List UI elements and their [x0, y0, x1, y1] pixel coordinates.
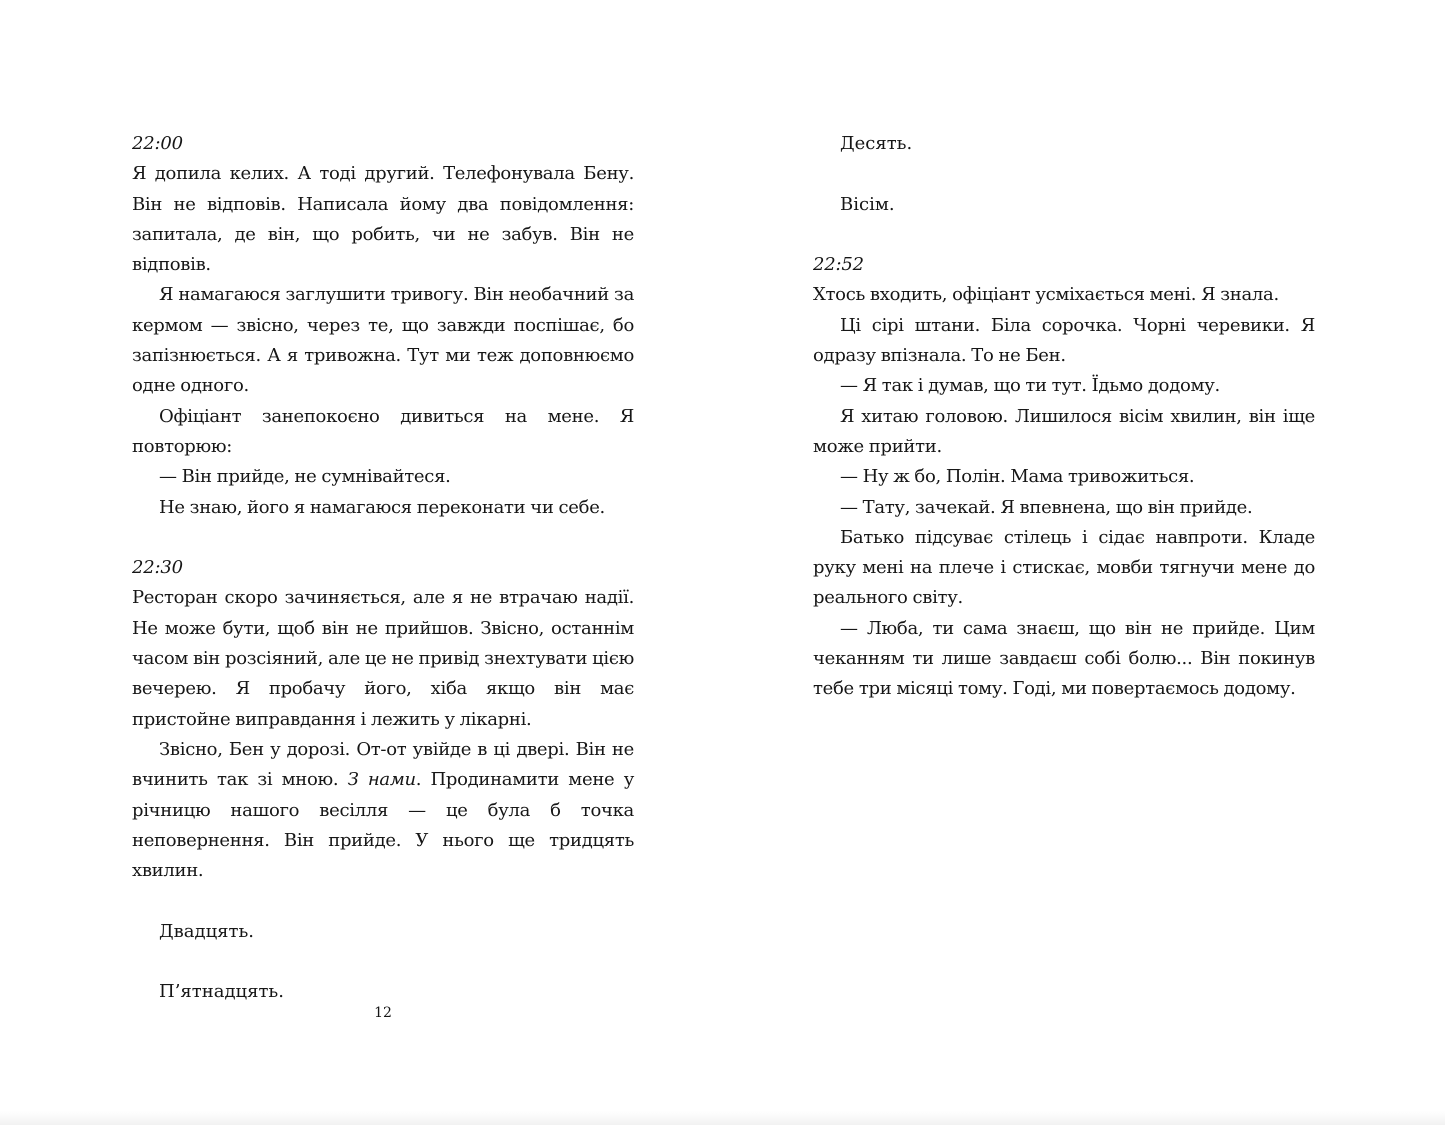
paragraph-text: Звісно, Бен у дорозі. От-от увійде в ці двері. Він не вчинить так зі мною.	[132, 738, 634, 791]
countdown-line: Двадцять.	[159, 920, 254, 942]
dialogue-line: — Ну ж бо, Полін. Мама тривожиться.	[840, 466, 1195, 488]
countdown-line: Вісім.	[840, 193, 895, 215]
paragraph: Я намагаюся заглушити тривогу. Він необачний за кермом — звісно, через те, що завжди поспішає, бо запізнюється. А я тривожна. Тут ми теж доповнюємо одне одного.	[132, 284, 634, 397]
section-gap	[813, 220, 1315, 250]
countdown-line: Десять.	[840, 133, 913, 154]
section-gap	[132, 947, 634, 977]
paragraph: Не знаю, його я намагаюся переконати чи себе.	[159, 496, 605, 518]
left-column	[132, 129, 634, 1008]
dialogue-line: — Я так і думав, що ти тут. Їдьмо додому.	[840, 375, 1220, 397]
paragraph: Офіціант занепокоєно дивиться на мене. Я повторюю:	[132, 405, 634, 457]
emphasis-text: З нами	[347, 769, 416, 791]
page-number: 12	[374, 1005, 392, 1021]
page-edge-shadow	[0, 1111, 1445, 1125]
time-heading: 22:30	[132, 557, 183, 579]
paragraph: Батько підсуває стілець і сідає навпроти. Кладе руку мені на плече і стискає, мовби тягнучи мене до реального світу.	[813, 526, 1315, 609]
paragraph	[132, 735, 634, 886]
paragraph-text: . Продинамити мене у річницю нашого весілля — це була б точка неповернення. Він прийде. У нього ще тридцять хвилин.	[132, 769, 634, 882]
time-heading: 22:00	[132, 133, 183, 154]
section-gap	[132, 523, 634, 553]
paragraph: Ресторан скоро зачиняється, але я не втрачаю надії. Не може бути, щоб він не прийшов. Звісно, останнім часом він розсіяний, але це не привід знехтувати цією вечерею. Я пробачу його, хіба якщо він має пристойне виправдання і лежить у лікарні.	[132, 587, 634, 730]
dialogue-line: — Тату, зачекай. Я впевнена, що він прийде.	[840, 496, 1253, 518]
section-gap	[813, 159, 1315, 189]
paragraph: Я хитаю головою. Лишилося вісім хвилин, він іще може прийти.	[813, 405, 1315, 457]
time-heading: 22:52	[813, 254, 864, 276]
countdown-line: П’ятнадцять.	[159, 981, 284, 1003]
paragraph: Ці сірі штани. Біла сорочка. Чорні черевики. Я одразу впізнала. То не Бен.	[813, 314, 1315, 367]
dialogue-line: — Люба, ти сама знаєш, що він не прийде. Цим чеканням ти лише завдаєш собі болю... Він покинув тебе три місяці тому. Годі, ми повертаємось додому.	[813, 617, 1315, 700]
section-gap	[132, 886, 634, 916]
dialogue-line: — Він прийде, не сумнівайтеся.	[159, 466, 451, 488]
paragraph: Хтось входить, офіціант усміхається мені. Я знала.	[813, 284, 1279, 306]
paragraph: Я допила келих. А тоді другий. Телефонувала Бену. Він не відповів. Написала йому два повідомлення: запитала, де він, що робить, чи не забув. Він не відповів.	[132, 163, 634, 276]
right-column	[813, 129, 1315, 705]
